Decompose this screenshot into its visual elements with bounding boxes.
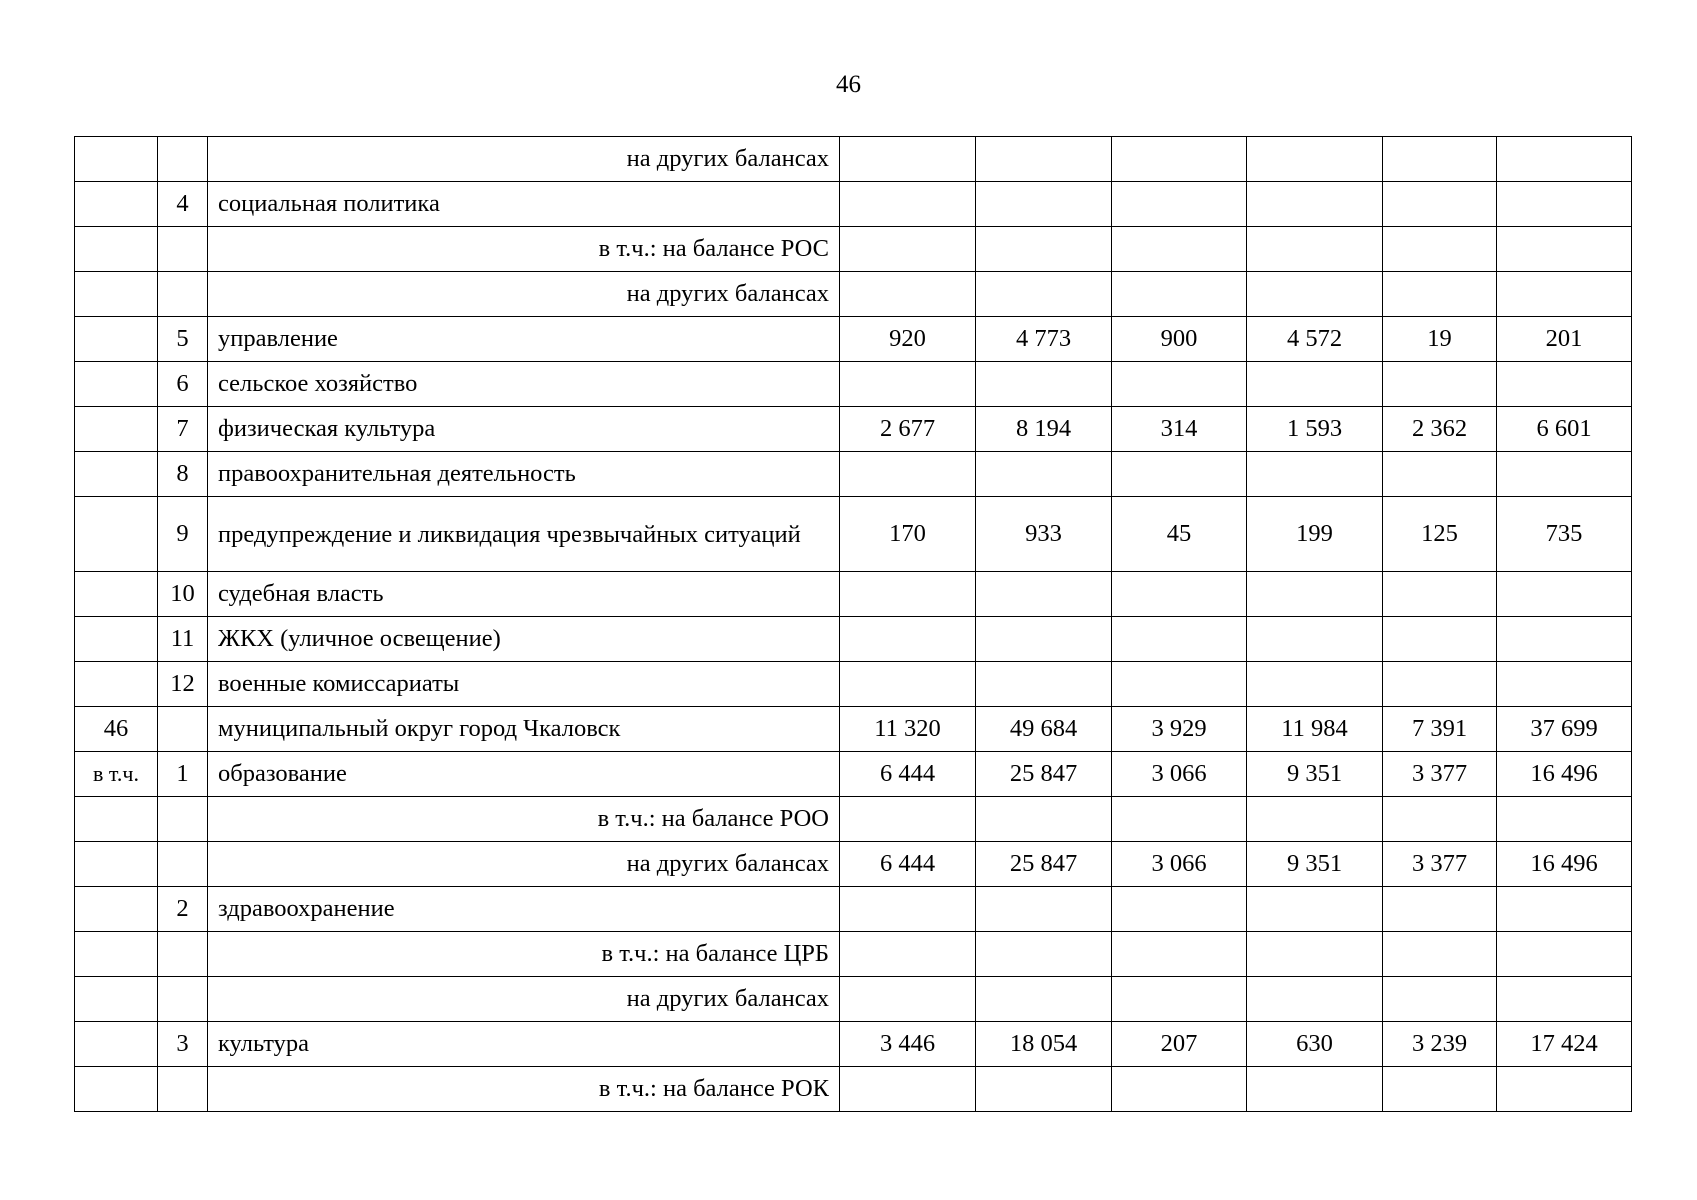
value-cell — [840, 977, 976, 1022]
value-cell — [1383, 572, 1497, 617]
category-name-cell: в т.ч.: на балансе ЦРБ — [208, 932, 840, 977]
value-cell — [1112, 137, 1247, 182]
value-cell — [976, 977, 1112, 1022]
budget-table — [74, 136, 1632, 1112]
row-number-cell: 8 — [158, 452, 208, 497]
value-cell: 49 684 — [976, 707, 1112, 752]
category-name-cell: на других балансах — [208, 977, 840, 1022]
group-cell — [75, 572, 158, 617]
value-cell — [1383, 887, 1497, 932]
category-name-cell: в т.ч.: на балансе РОО — [208, 797, 840, 842]
value-cell — [976, 227, 1112, 272]
page-number: 46 — [836, 71, 861, 98]
value-cell — [976, 797, 1112, 842]
table-row — [75, 707, 1632, 752]
row-number-cell — [158, 137, 208, 182]
value-cell — [976, 662, 1112, 707]
table-row — [75, 797, 1632, 842]
category-name-cell: на других балансах — [208, 842, 840, 887]
value-cell — [1497, 1067, 1632, 1112]
table-row — [75, 182, 1632, 227]
value-cell — [1112, 572, 1247, 617]
category-name-cell: судебная власть — [208, 572, 840, 617]
row-number-cell — [158, 932, 208, 977]
value-cell — [840, 362, 976, 407]
value-cell — [1112, 272, 1247, 317]
value-cell: 16 496 — [1497, 842, 1632, 887]
value-cell: 16 496 — [1497, 752, 1632, 797]
value-cell — [1497, 362, 1632, 407]
value-cell: 735 — [1497, 497, 1632, 572]
value-cell — [1383, 452, 1497, 497]
value-cell — [840, 572, 976, 617]
value-cell: 11 984 — [1247, 707, 1383, 752]
value-cell: 199 — [1247, 497, 1383, 572]
row-number-cell: 3 — [158, 1022, 208, 1067]
value-cell: 125 — [1383, 497, 1497, 572]
group-cell — [75, 662, 158, 707]
value-cell — [1247, 182, 1383, 227]
value-cell — [1247, 797, 1383, 842]
value-cell — [1112, 182, 1247, 227]
group-cell — [75, 317, 158, 362]
value-cell: 6 444 — [840, 752, 976, 797]
group-cell — [75, 842, 158, 887]
value-cell — [1383, 977, 1497, 1022]
table-row — [75, 662, 1632, 707]
table-row — [75, 572, 1632, 617]
value-cell: 8 194 — [976, 407, 1112, 452]
value-cell — [1247, 1067, 1383, 1112]
value-cell — [840, 617, 976, 662]
value-cell: 1 593 — [1247, 407, 1383, 452]
value-cell — [840, 182, 976, 227]
value-cell — [1112, 662, 1247, 707]
value-cell: 9 351 — [1247, 752, 1383, 797]
row-number-cell — [158, 707, 208, 752]
category-name-cell: военные комиссариаты — [208, 662, 840, 707]
row-number-cell — [158, 977, 208, 1022]
value-cell — [1247, 932, 1383, 977]
value-cell — [1112, 452, 1247, 497]
value-cell: 920 — [840, 317, 976, 362]
value-cell: 201 — [1497, 317, 1632, 362]
value-cell — [1497, 572, 1632, 617]
group-cell — [75, 137, 158, 182]
group-cell — [75, 362, 158, 407]
value-cell — [1247, 227, 1383, 272]
value-cell — [1497, 617, 1632, 662]
value-cell — [1497, 272, 1632, 317]
value-cell — [976, 362, 1112, 407]
group-cell — [75, 1067, 158, 1112]
row-number-cell: 10 — [158, 572, 208, 617]
value-cell — [1383, 1067, 1497, 1112]
value-cell — [840, 797, 976, 842]
value-cell — [1112, 362, 1247, 407]
row-number-cell — [158, 1067, 208, 1112]
value-cell — [976, 572, 1112, 617]
value-cell — [1497, 932, 1632, 977]
value-cell — [840, 272, 976, 317]
value-cell — [1497, 977, 1632, 1022]
value-cell: 933 — [976, 497, 1112, 572]
value-cell — [1383, 137, 1497, 182]
value-cell — [1383, 272, 1497, 317]
category-name-cell: на других балансах — [208, 272, 840, 317]
value-cell — [1112, 932, 1247, 977]
value-cell — [840, 137, 976, 182]
value-cell — [1112, 797, 1247, 842]
value-cell: 2 362 — [1383, 407, 1497, 452]
row-number-cell: 9 — [158, 497, 208, 572]
value-cell — [1497, 662, 1632, 707]
value-cell: 2 677 — [840, 407, 976, 452]
group-cell — [75, 617, 158, 662]
value-cell: 4 773 — [976, 317, 1112, 362]
group-cell — [75, 887, 158, 932]
value-cell: 3 377 — [1383, 842, 1497, 887]
value-cell — [1247, 272, 1383, 317]
value-cell — [1383, 182, 1497, 227]
table-row — [75, 932, 1632, 977]
group-cell — [75, 1022, 158, 1067]
table-row — [75, 887, 1632, 932]
table-row — [75, 362, 1632, 407]
value-cell — [840, 227, 976, 272]
value-cell — [1112, 227, 1247, 272]
value-cell — [976, 1067, 1112, 1112]
value-cell — [1247, 887, 1383, 932]
value-cell: 3 446 — [840, 1022, 976, 1067]
value-cell: 11 320 — [840, 707, 976, 752]
value-cell — [1383, 362, 1497, 407]
value-cell: 45 — [1112, 497, 1247, 572]
value-cell — [1247, 137, 1383, 182]
category-name-cell: здравоохранение — [208, 887, 840, 932]
value-cell: 17 424 — [1497, 1022, 1632, 1067]
value-cell — [1497, 137, 1632, 182]
table-row — [75, 137, 1632, 182]
category-name-cell: социальная политика — [208, 182, 840, 227]
table-row — [75, 272, 1632, 317]
value-cell — [1247, 452, 1383, 497]
value-cell — [840, 452, 976, 497]
value-cell: 6 601 — [1497, 407, 1632, 452]
table-row — [75, 407, 1632, 452]
group-cell — [75, 407, 158, 452]
value-cell — [976, 452, 1112, 497]
value-cell — [1497, 182, 1632, 227]
value-cell — [840, 932, 976, 977]
row-number-cell: 1 — [158, 752, 208, 797]
value-cell — [1247, 977, 1383, 1022]
value-cell — [840, 887, 976, 932]
group-cell — [75, 452, 158, 497]
table-row — [75, 752, 1632, 797]
value-cell: 7 391 — [1383, 707, 1497, 752]
category-name-cell: сельское хозяйство — [208, 362, 840, 407]
row-number-cell — [158, 797, 208, 842]
value-cell — [976, 887, 1112, 932]
value-cell — [1112, 887, 1247, 932]
value-cell: 314 — [1112, 407, 1247, 452]
row-number-cell — [158, 842, 208, 887]
group-cell — [75, 932, 158, 977]
value-cell — [976, 617, 1112, 662]
row-number-cell: 2 — [158, 887, 208, 932]
value-cell — [976, 932, 1112, 977]
row-number-cell: 7 — [158, 407, 208, 452]
value-cell — [1112, 1067, 1247, 1112]
value-cell — [976, 137, 1112, 182]
value-cell — [976, 182, 1112, 227]
category-name-cell: муниципальный округ город Чкаловск — [208, 707, 840, 752]
category-name-cell: ЖКХ (уличное освещение) — [208, 617, 840, 662]
row-number-cell: 4 — [158, 182, 208, 227]
group-cell — [75, 227, 158, 272]
value-cell — [840, 1067, 976, 1112]
value-cell: 170 — [840, 497, 976, 572]
table-row — [75, 977, 1632, 1022]
value-cell: 25 847 — [976, 752, 1112, 797]
value-cell — [1383, 617, 1497, 662]
value-cell: 4 572 — [1247, 317, 1383, 362]
value-cell: 3 066 — [1112, 752, 1247, 797]
table-row — [75, 842, 1632, 887]
value-cell: 19 — [1383, 317, 1497, 362]
table-row — [75, 617, 1632, 662]
table-body — [75, 137, 1632, 1112]
table-row — [75, 497, 1632, 572]
category-name-cell: предупреждение и ликвидация чрезвычайных ситуаций — [208, 497, 840, 572]
value-cell: 630 — [1247, 1022, 1383, 1067]
group-cell — [75, 272, 158, 317]
row-number-cell — [158, 272, 208, 317]
group-cell — [75, 497, 158, 572]
value-cell — [840, 662, 976, 707]
row-number-cell: 12 — [158, 662, 208, 707]
value-cell — [1112, 617, 1247, 662]
table-row — [75, 1067, 1632, 1112]
value-cell: 900 — [1112, 317, 1247, 362]
value-cell — [1247, 362, 1383, 407]
value-cell — [1383, 797, 1497, 842]
category-name-cell: образование — [208, 752, 840, 797]
value-cell: 3 239 — [1383, 1022, 1497, 1067]
value-cell: 37 699 — [1497, 707, 1632, 752]
category-name-cell: культура — [208, 1022, 840, 1067]
table-row — [75, 317, 1632, 362]
value-cell: 9 351 — [1247, 842, 1383, 887]
category-name-cell: физическая культура — [208, 407, 840, 452]
value-cell — [1497, 227, 1632, 272]
table-row — [75, 227, 1632, 272]
value-cell — [1497, 797, 1632, 842]
value-cell: 3 377 — [1383, 752, 1497, 797]
value-cell: 6 444 — [840, 842, 976, 887]
value-cell — [1383, 662, 1497, 707]
group-cell — [75, 797, 158, 842]
table-row — [75, 452, 1632, 497]
value-cell: 25 847 — [976, 842, 1112, 887]
row-number-cell: 11 — [158, 617, 208, 662]
group-cell: 46 — [75, 707, 158, 752]
value-cell: 3 929 — [1112, 707, 1247, 752]
value-cell — [1383, 227, 1497, 272]
group-cell: в т.ч. — [75, 752, 158, 797]
category-name-cell: в т.ч.: на балансе РОС — [208, 227, 840, 272]
row-number-cell: 6 — [158, 362, 208, 407]
group-cell — [75, 977, 158, 1022]
value-cell — [1112, 977, 1247, 1022]
value-cell — [1247, 572, 1383, 617]
row-number-cell: 5 — [158, 317, 208, 362]
value-cell: 3 066 — [1112, 842, 1247, 887]
value-cell — [1497, 887, 1632, 932]
group-cell — [75, 182, 158, 227]
value-cell — [1497, 452, 1632, 497]
category-name-cell: правоохранительная деятельность — [208, 452, 840, 497]
category-name-cell: на других балансах — [208, 137, 840, 182]
value-cell — [1383, 932, 1497, 977]
table-row — [75, 1022, 1632, 1067]
category-name-cell: в т.ч.: на балансе РОК — [208, 1067, 840, 1112]
category-name-cell: управление — [208, 317, 840, 362]
value-cell — [1247, 617, 1383, 662]
value-cell: 18 054 — [976, 1022, 1112, 1067]
row-number-cell — [158, 227, 208, 272]
value-cell: 207 — [1112, 1022, 1247, 1067]
value-cell — [976, 272, 1112, 317]
value-cell — [1247, 662, 1383, 707]
